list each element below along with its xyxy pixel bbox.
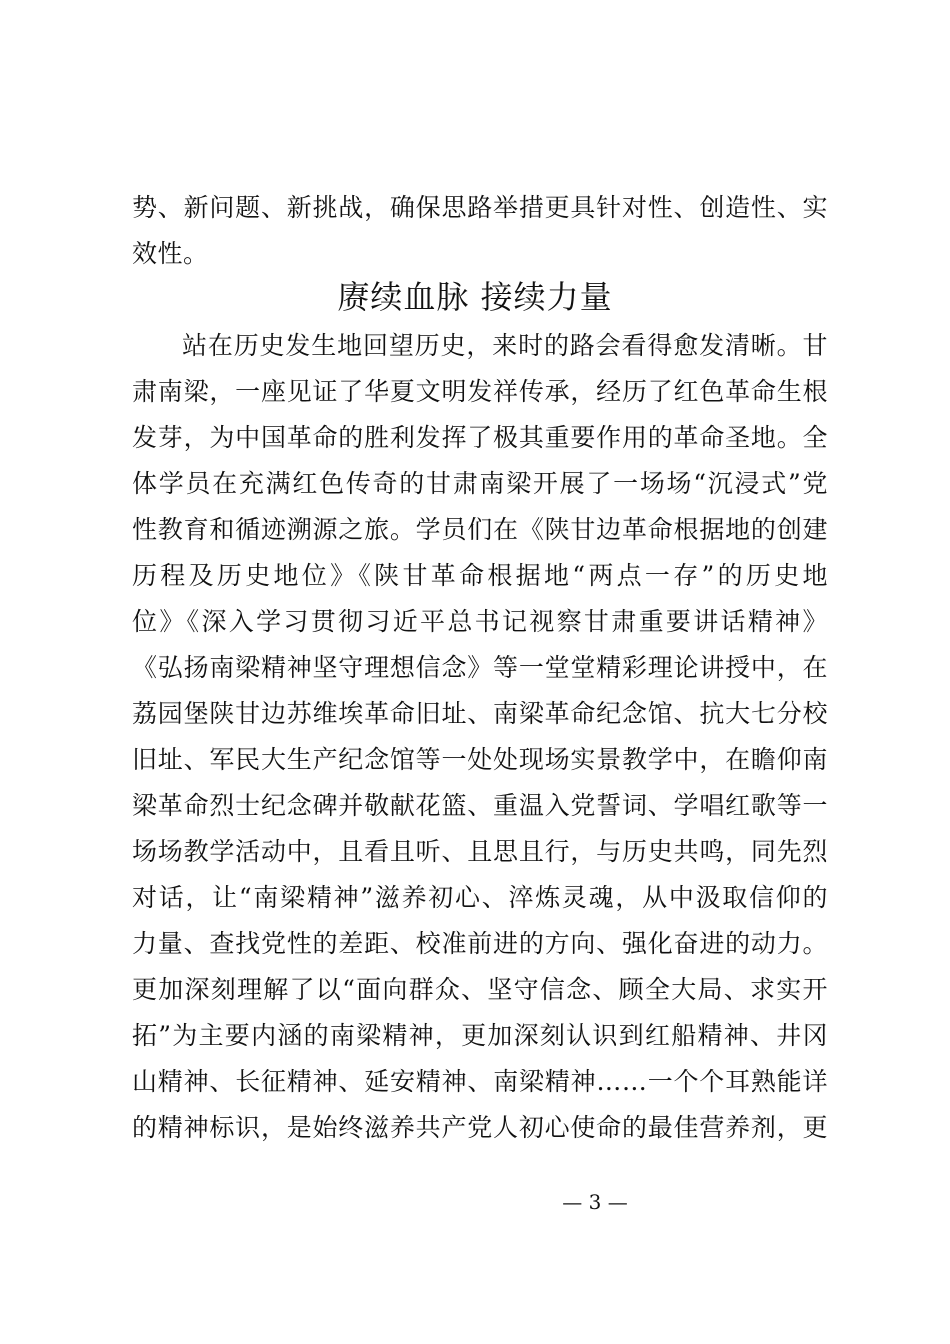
- body-text-line: 更加深刻理解了以“面向群众、坚守信念、顾全大局、求实开: [132, 975, 828, 1004]
- body-text-line: 性教育和循迹溯源之旅。学员们在《陕甘边革命根据地的创建: [132, 515, 828, 544]
- body-text-line: 站在历史发生地回望历史，来时的路会看得愈发清晰。甘: [182, 331, 828, 360]
- section-heading: 赓续血脉 接续力量: [337, 278, 613, 316]
- body-text-line: 效性。: [132, 239, 209, 268]
- body-text-line: 对话，让“南梁精神”滋养初心、淬炼灵魂，从中汲取信仰的: [132, 883, 828, 912]
- body-text-line: 场场教学活动中，且看且听、且思且行，与历史共鸣，同先烈: [132, 837, 828, 866]
- body-text-line: 旧址、军民大生产纪念馆等一处处现场实景教学中，在瞻仰南: [132, 745, 828, 774]
- body-text-line: 《弘扬南梁精神坚守理想信念》等一堂堂精彩理论讲授中，在: [132, 653, 828, 682]
- body-text-line: 位》《深入学习贯彻习近平总书记视察甘肃重要讲话精神》: [132, 607, 828, 636]
- body-text-line: 历程及历史地位》《陕甘革命根据地“两点一存”的历史地: [132, 561, 828, 590]
- body-text-line: 发芽，为中国革命的胜利发挥了极其重要作用的革命圣地。全: [132, 423, 828, 452]
- body-text-line: 体学员在充满红色传奇的甘肃南梁开展了一场场“沉浸式”党: [132, 469, 828, 498]
- body-text-line: 的精神标识，是始终滋养共产党人初心使命的最佳营养剂，更: [132, 1113, 828, 1142]
- page-number: — 3 —: [562, 1190, 628, 1214]
- body-text-line: 力量、查找党性的差距、校准前进的方向、强化奋进的动力。: [132, 929, 828, 958]
- body-text-line: 势、新问题、新挑战，确保思路举措更具针对性、创造性、实: [132, 193, 828, 222]
- body-text-line: 拓”为主要内涵的南梁精神，更加深刻认识到红船精神、井冈: [132, 1021, 828, 1050]
- body-text-line: 山精神、长征精神、延安精神、南梁精神……一个个耳熟能详: [132, 1067, 828, 1096]
- body-text-line: 肃南梁，一座见证了华夏文明发祥传承，经历了红色革命生根: [132, 377, 828, 406]
- body-text-line: 荔园堡陕甘边苏维埃革命旧址、南梁革命纪念馆、抗大七分校: [132, 699, 828, 728]
- body-text-line: 梁革命烈士纪念碑并敬献花篮、重温入党誓词、学唱红歌等一: [132, 791, 828, 820]
